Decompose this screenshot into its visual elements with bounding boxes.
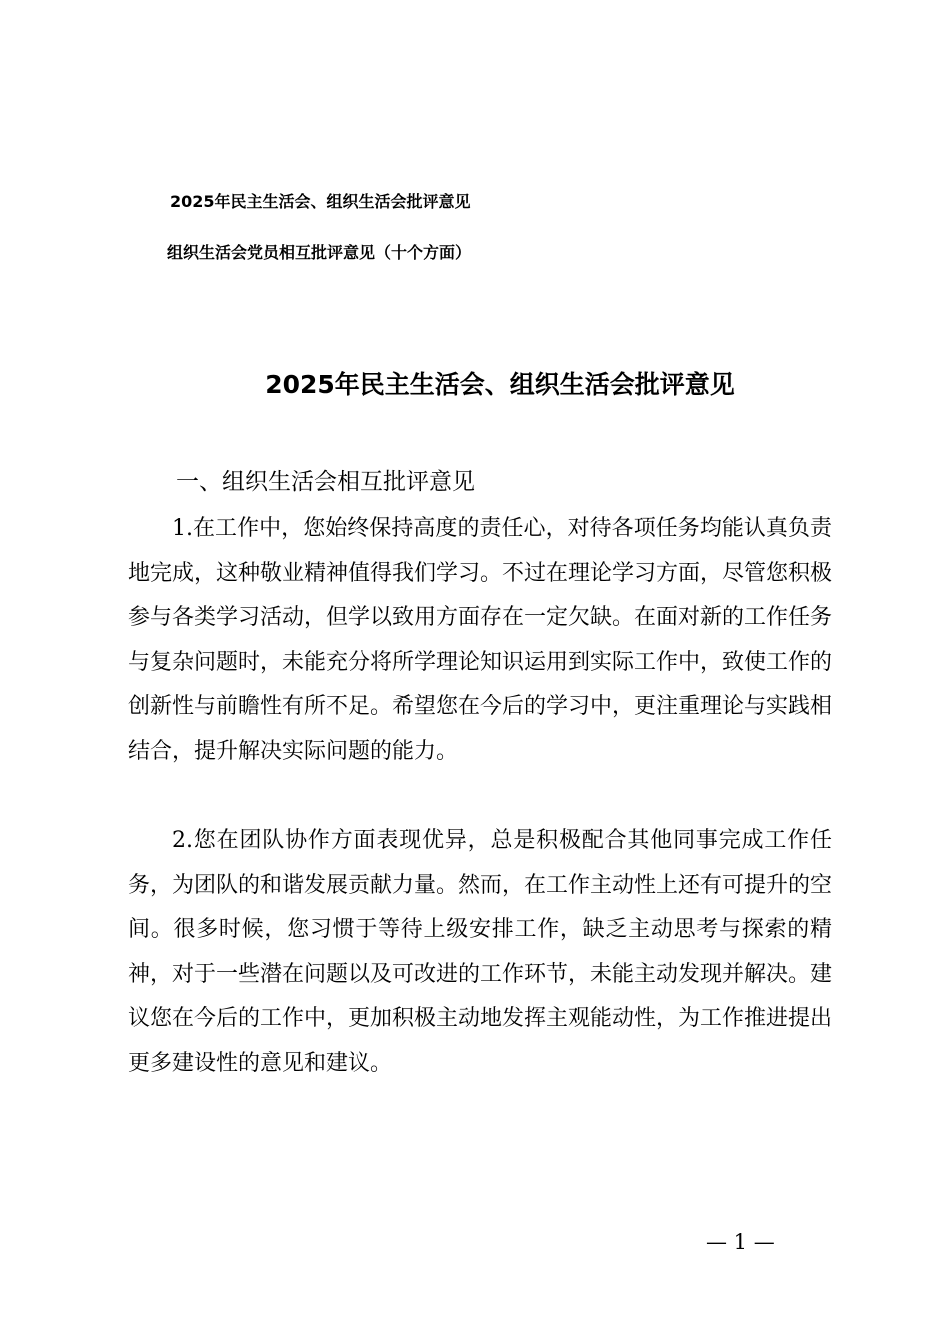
toc-line-1: 2025年民主生活会、组织生活会批评意见 <box>170 192 471 211</box>
toc-line-2: 组织生活会党员相互批评意见（十个方面） <box>167 243 472 262</box>
paragraph-1: 1.在工作中，您始终保持高度的责任心，对待各项任务均能认真负责地完成，这种敬业精神值得我们学习。不过在理论学习方面，尽管您积极参与各类学习活动，但学以致用方面存在一定欠缺。在面对新的工作任务与复杂问题时，未能充分将所学理论知识运用到实际工作中，致使工作的创新性与前瞻性有所不足。希望您在今后的学习中，更注重理论与实践相结合，提升解决实际问题的能力。 <box>128 516 833 764</box>
document-title: 2025年民主生活会、组织生活会批评意见 <box>265 370 735 399</box>
paragraph-2: 2.您在团队协作方面表现优异，总是积极配合其他同事完成工作任务，为团队的和谐发展贡献力量。然而，在工作主动性上还有可提升的空间。很多时候，您习惯于等待上级安排工作，缺乏主动思考与探索的精神，对于一些潜在问题以及可改进的工作环节，未能主动发现并解决。建议您在今后的工作中，更加积极主动地发挥主观能动性，为工作推进提出更多建设性的意见和建议。 <box>128 828 833 1076</box>
section-heading: 一、组织生活会相互批评意见 <box>176 469 475 495</box>
page-number: — 1 — <box>706 1230 775 1254</box>
